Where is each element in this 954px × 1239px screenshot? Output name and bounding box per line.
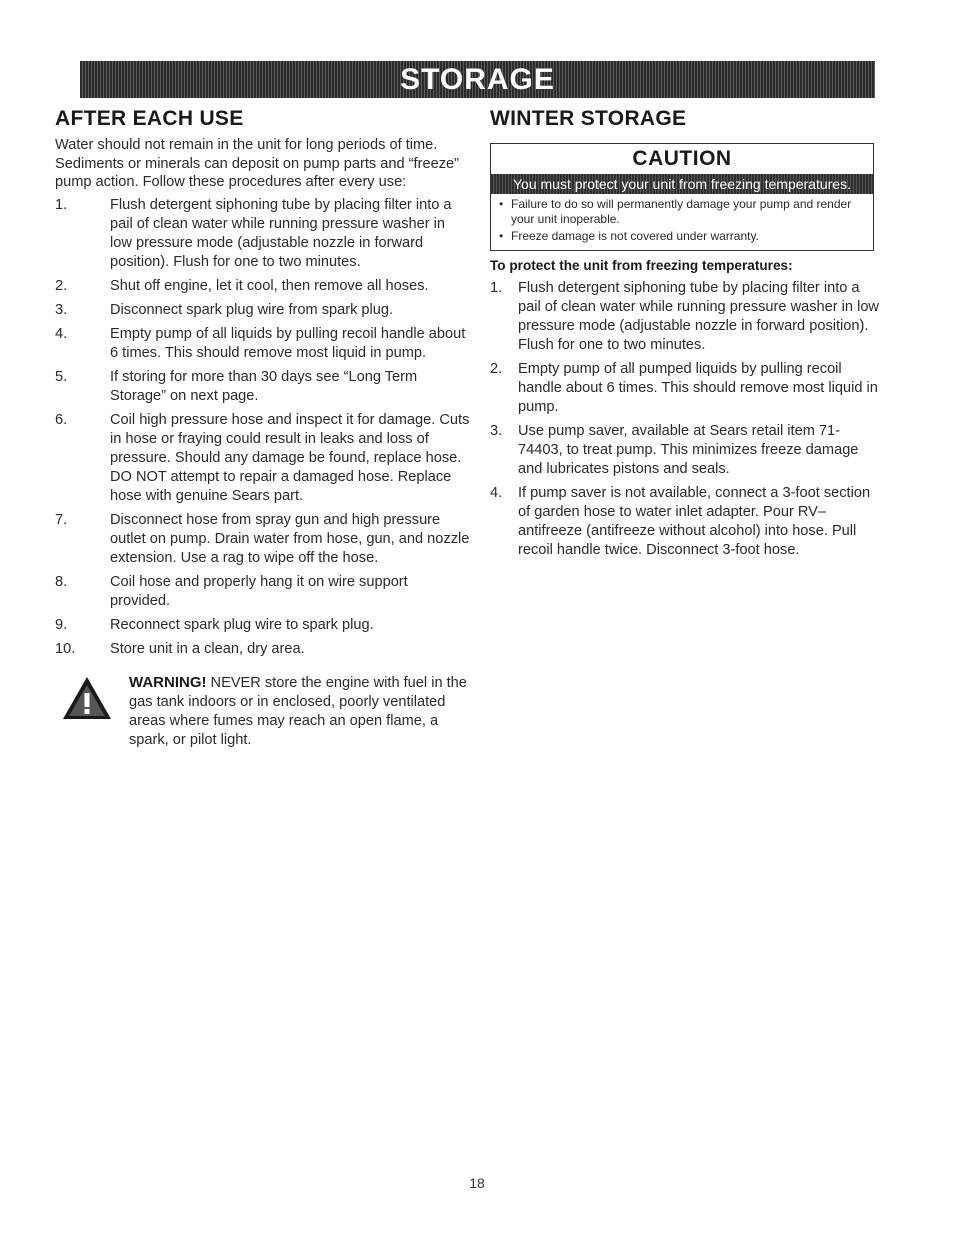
list-item	[55, 411, 470, 506]
step-text: Empty pump of all pumped liquids by pulling recoil handle about 6 times. This should remove most liquid in pump.	[518, 361, 878, 415]
after-each-use-intro: Water should not remain in the unit for long periods of time. Sediments or minerals can deposit on pump parts and “freeze” pump action. Follow these procedures after every use:	[55, 137, 459, 190]
step-number: 2.	[55, 277, 68, 294]
section-banner	[80, 61, 875, 98]
step-text: Reconnect spark plug wire to spark plug.	[110, 616, 374, 633]
step-number: 3.	[55, 301, 68, 318]
step-text: Shut off engine, let it cool, then remove all hoses.	[110, 277, 429, 294]
list-item	[55, 325, 470, 363]
step-number: 6.	[55, 411, 68, 428]
caution-box	[490, 143, 874, 251]
step-number: 1.	[490, 280, 503, 296]
winter-storage-heading: WINTER STORAGE	[490, 107, 687, 130]
step-text: If storing for more than 30 days see “Long Term Storage” on next page.	[110, 368, 418, 404]
list-item	[490, 484, 880, 560]
step-text: If pump saver is not available, connect a 3-foot section of garden hose to water inlet adapter. Pour RV–antifreeze (antifreeze without alcohol) into hose. Pull recoil handle twice. Disconnect 3-foot hose.	[518, 485, 871, 558]
step-text: Disconnect hose from spray gun and high pressure outlet on pump. Drain water from hose, gun, and nozzle extension. Use a rag to wipe off the hose.	[110, 511, 470, 566]
step-text: Coil hose and properly hang it on wire support provided.	[110, 573, 408, 609]
step-text: Empty pump of all liquids by pulling recoil handle about 6 times. This should remove most liquid in pump.	[110, 325, 466, 361]
step-text: Disconnect spark plug wire from spark plug.	[110, 301, 394, 318]
warning-triangle-icon	[61, 675, 113, 727]
list-item	[55, 511, 470, 568]
list-item	[55, 640, 470, 659]
list-item	[55, 301, 470, 320]
list-item	[55, 196, 470, 272]
step-number: 4.	[490, 485, 503, 501]
after-each-use-steps	[55, 196, 470, 659]
step-number: 5.	[55, 368, 68, 385]
list-item	[490, 422, 880, 479]
list-item: • Failure to do so will permanently damage your pump and render your unit inoperable.	[497, 197, 867, 227]
list-item	[55, 616, 470, 635]
step-text: Coil high pressure hose and inspect it for damage. Cuts in hose or fraying could result in leaks and loss of pressure. Should any damage be found, replace hose. DO NOT attempt to repair a damaged hose. Replace hose with genuine Sears part.	[110, 411, 470, 504]
step-text: Flush detergent siphoning tube by placing filter into a pail of clean water while running pressure washer in low pressure mode (adjustable nozzle in forward position). Flush for one to two minutes.	[110, 196, 452, 270]
step-number: 10.	[55, 640, 76, 657]
after-each-use-section	[55, 106, 470, 750]
winter-storage-steps	[490, 279, 880, 560]
step-number: 8.	[55, 573, 68, 590]
step-number: 9.	[55, 616, 68, 633]
banner-title: STORAGE	[400, 63, 555, 96]
list-item	[55, 277, 470, 296]
winter-storage-subheading: To protect the unit from freezing temperatures:	[490, 258, 793, 273]
page-number: 18	[469, 1175, 485, 1191]
warning-label: WARNING!	[129, 673, 207, 691]
step-number: 7.	[55, 511, 68, 528]
step-number: 2.	[490, 361, 503, 377]
step-text: Use pump saver, available at Sears retail item 71-74403, to treat pump. This minimizes freeze damage and lubricates pistons and seals.	[518, 423, 859, 477]
winter-storage-section	[490, 106, 880, 565]
list-item: • Freeze damage is not covered under warranty.	[497, 229, 867, 244]
list-item	[490, 279, 880, 355]
after-each-use-heading: AFTER EACH USE	[55, 107, 244, 130]
step-text: Flush detergent siphoning tube by placing filter into a pail of clean water while running pressure washer in low pressure mode (adjustable nozzle in forward position). Flush for one to two minutes.	[518, 280, 879, 353]
step-number: 3.	[490, 423, 503, 439]
list-item	[55, 368, 470, 406]
caution-title: CAUTION	[632, 147, 732, 170]
warning-notice	[55, 673, 470, 750]
step-text: Store unit in a clean, dry area.	[110, 640, 305, 657]
caution-bar: You must protect your unit from freezing temperatures.	[491, 174, 873, 194]
step-number: 4.	[55, 325, 68, 342]
list-item	[490, 360, 880, 417]
caution-bullets	[491, 194, 873, 250]
warning-text: NEVER store the engine with fuel in the gas tank indoors or in enclosed, poorly ventilated areas where fumes may reach an open flame, a spark, or pilot light.	[129, 674, 467, 748]
step-number: 1.	[55, 196, 68, 213]
list-item	[55, 573, 470, 611]
